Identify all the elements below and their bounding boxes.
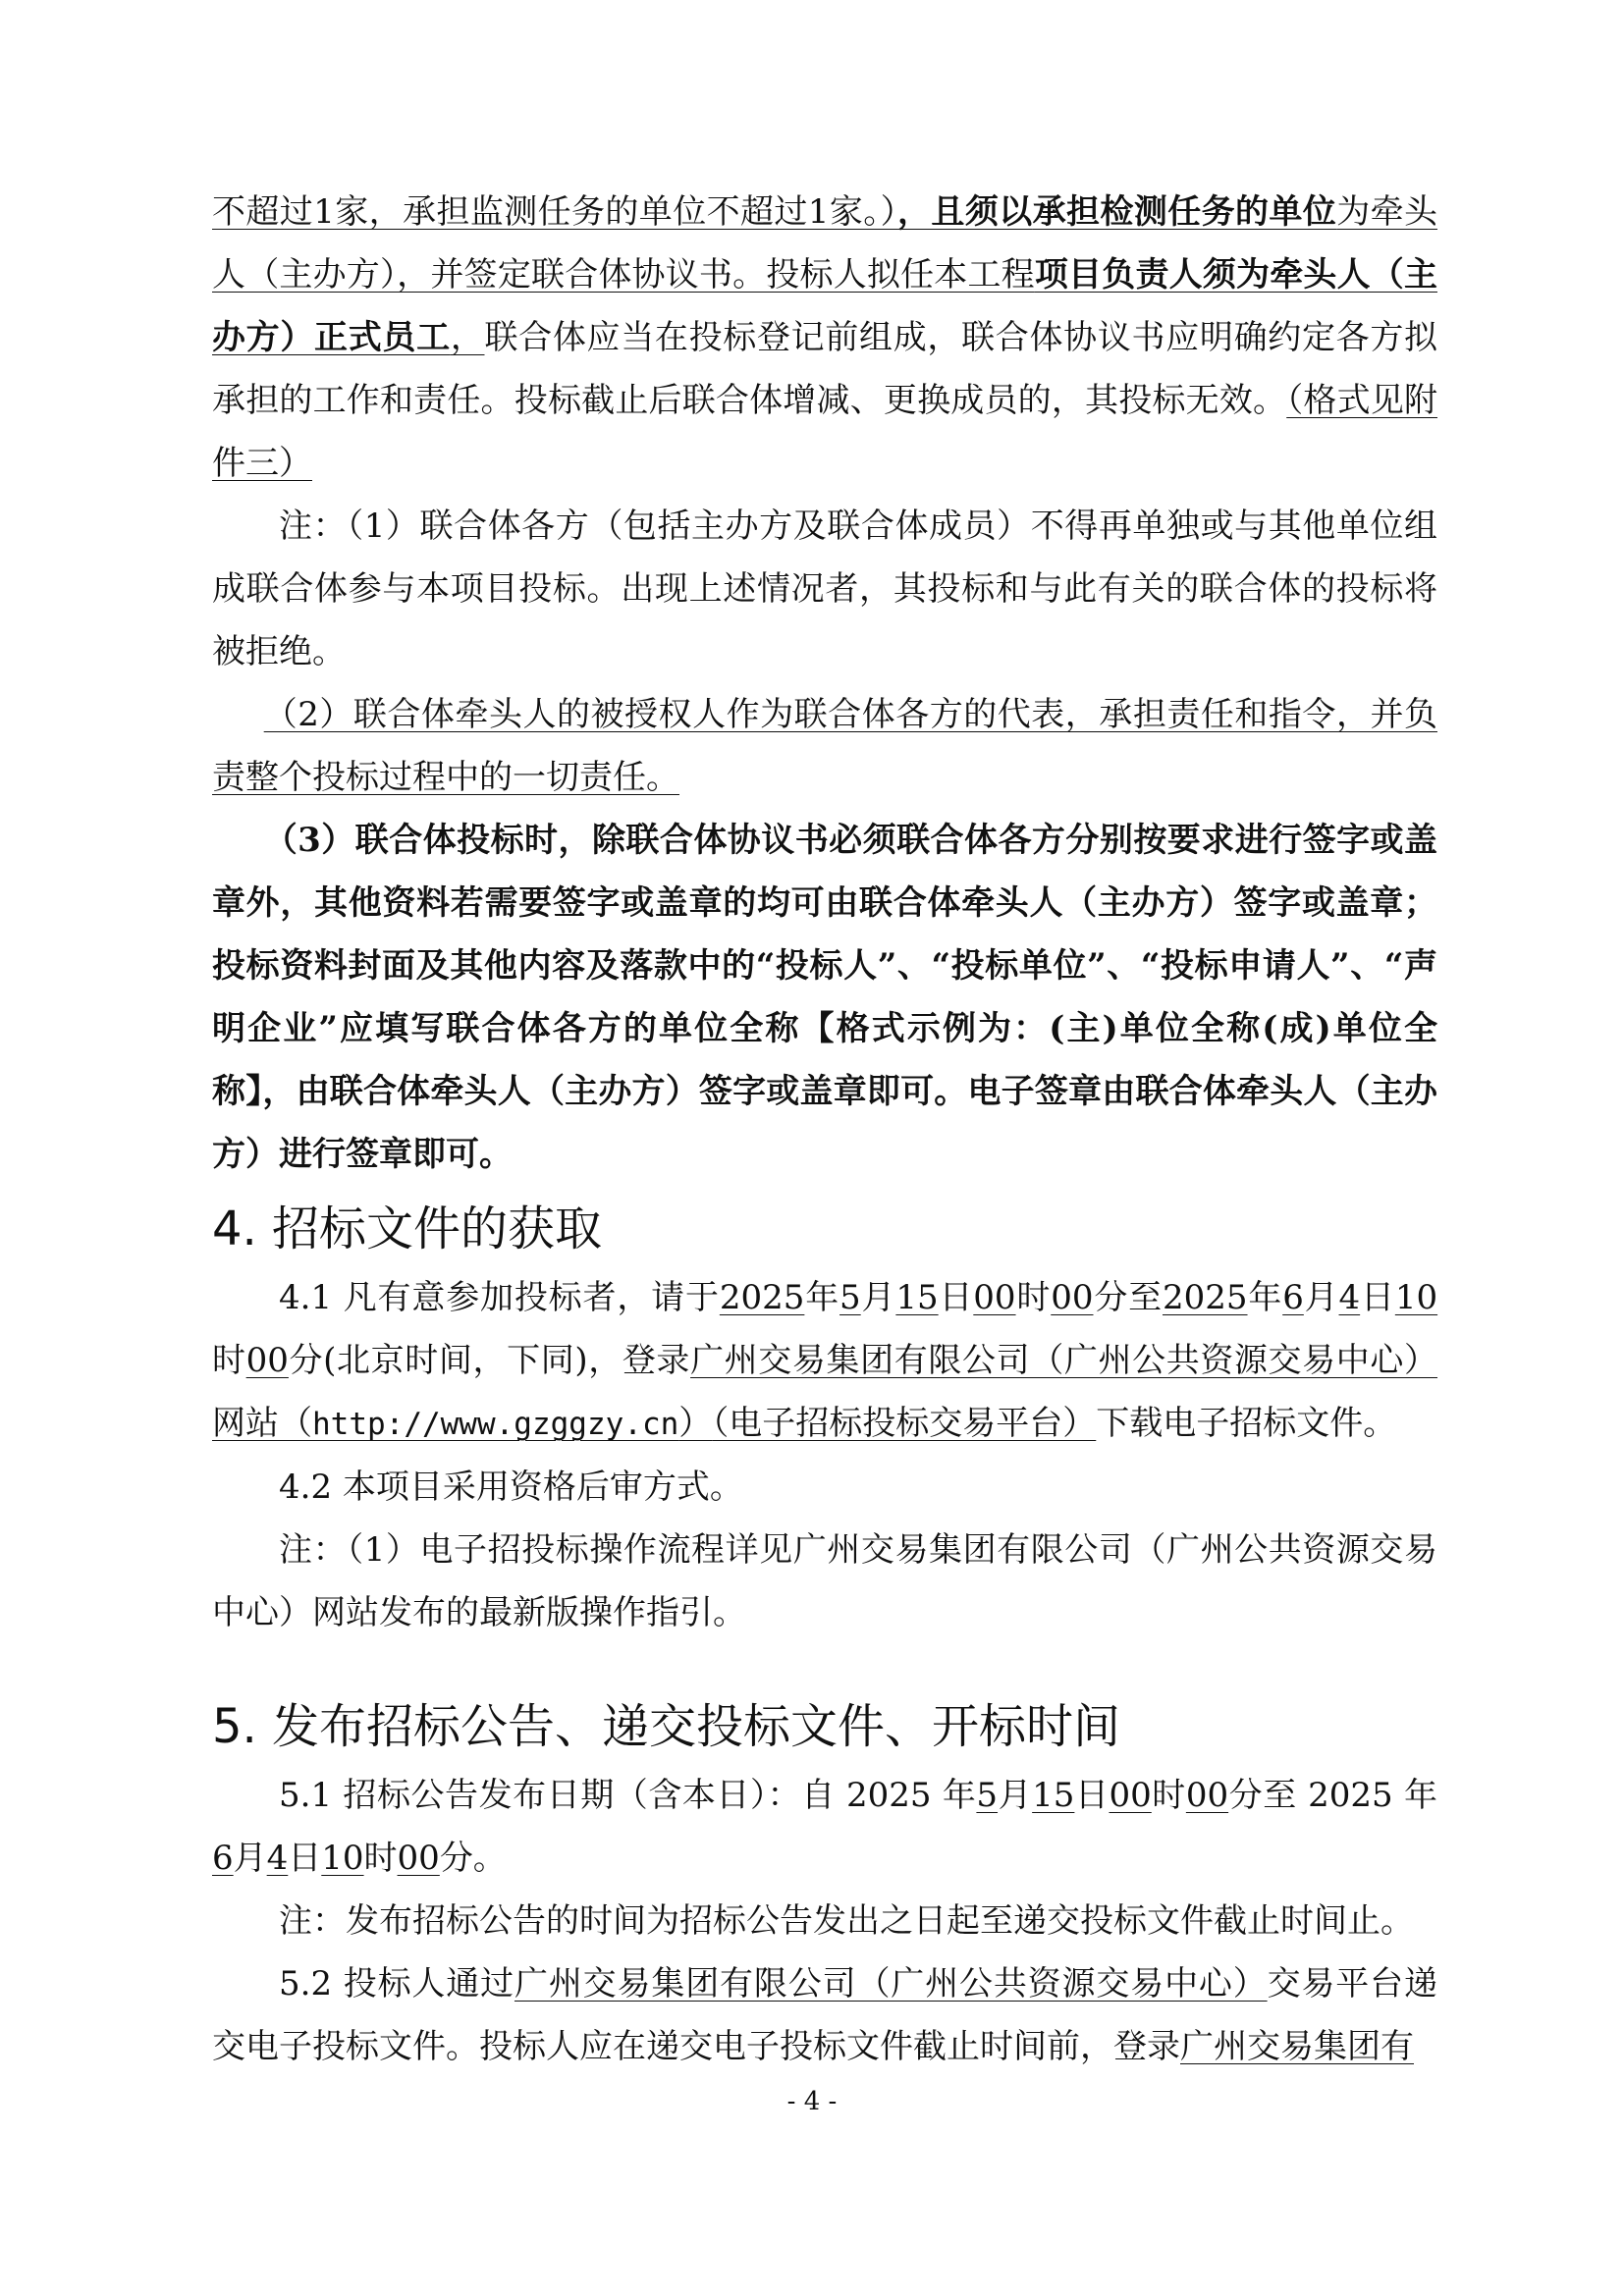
- time-hour: 10: [321, 1839, 364, 1878]
- date-month: 6: [1282, 1278, 1304, 1317]
- text-bold-underlined: 项目负责人须为牵头人（主办方）正式员工: [212, 255, 1437, 357]
- date-day: 15: [1032, 1776, 1075, 1815]
- date-year: 2025: [1163, 1278, 1248, 1317]
- note-2-text: （2）联合体牵头人的被授权人作为联合体各方的代表，承担责任和指令，并负责整个投标过程中的一切责任。: [212, 695, 1437, 797]
- date-month: 6: [212, 1839, 234, 1878]
- text: ）: [678, 1404, 713, 1443]
- text: 交易平台递交电子投标文件。投标人应在递交电子投标文件截止时间前，登录: [212, 1964, 1437, 2066]
- text: 日: [1360, 1278, 1395, 1317]
- text: 下载电子招标文件。: [1096, 1404, 1397, 1443]
- text: 时: [1015, 1278, 1052, 1317]
- org-name: 广州交易集团有: [1180, 2027, 1414, 2066]
- paragraph-5-1: [212, 1764, 1437, 1890]
- org-name-website: 广州交易集团有限公司（广州公共资源交易中心）网站（: [212, 1341, 1438, 1443]
- text: 时: [212, 1341, 246, 1380]
- text: 年: [804, 1278, 840, 1317]
- date-day: 15: [895, 1278, 939, 1317]
- text-underlined: ，: [450, 318, 485, 357]
- text: 分。: [439, 1839, 507, 1878]
- time-minute: 00: [245, 1341, 289, 1380]
- note-3: （3）联合体投标时，除联合体协议书必须联合体各方分别按要求进行签字或盖章外，其他资料若需要签字或盖章的均可由联合体牵头人（主办方）签字或盖章；投标资料封面及其他内容及落款中的“投标人”、“投标单位”、“投标申请人”、“声明企业”应填写联合体各方的单位全称【格式示例为：(主)单位全称(成)单位全称】，由联合体牵头人（主办方）签字或盖章即可。电子签章由联合体牵头人（主办方）进行签章即可。: [212, 821, 1437, 1174]
- time-minute: 00: [1185, 1776, 1229, 1815]
- page-content: [212, 181, 1437, 2078]
- time-hour: 10: [1394, 1278, 1438, 1317]
- text-format-reference: （格式见附件三）: [212, 381, 1438, 483]
- date-day: 4: [266, 1839, 289, 1878]
- text: 月: [998, 1776, 1033, 1815]
- paragraph-joint-bidding-requirements: [212, 181, 1437, 495]
- page-number: - 4 -: [786, 2087, 838, 2116]
- text: 月: [233, 1839, 267, 1878]
- org-name: 广州交易集团有限公司（广州公共资源交易中心）: [514, 1964, 1268, 2003]
- date-day: 4: [1338, 1278, 1361, 1317]
- date-year: 2025: [719, 1278, 805, 1317]
- note-2: [212, 683, 1437, 809]
- paragraph-5-2: [212, 1952, 1437, 2078]
- section-4-heading: 4. 招标文件的获取: [212, 1201, 603, 1256]
- text: 月: [1303, 1278, 1339, 1317]
- text: 时: [363, 1839, 398, 1878]
- text: 5.1 招标公告发布日期（含本日）：自 2025 年: [279, 1776, 977, 1815]
- date-month: 5: [839, 1278, 861, 1317]
- text-bold-underlined: 承担检测任务的单位: [1032, 192, 1337, 232]
- time-minute: 00: [397, 1839, 440, 1878]
- text: 日: [1074, 1776, 1110, 1815]
- text: 时: [1151, 1776, 1186, 1815]
- text: 年: [1247, 1278, 1283, 1317]
- text-underlined: 不超过1家，承担监测任务的单位不超过1家。）: [212, 192, 898, 232]
- section-4-note: 注：（1）电子招投标操作流程详见广州交易集团有限公司（广州公共资源交易中心）网站发布的最新版操作指引。: [212, 1530, 1437, 1632]
- section-5-heading: 5. 发布招标公告、递交投标文件、开标时间: [212, 1699, 1121, 1754]
- text: 日: [938, 1278, 974, 1317]
- text-bold-underlined: ，且须以: [897, 192, 1033, 232]
- text: 分至: [1093, 1278, 1163, 1317]
- date-month: 5: [976, 1776, 999, 1815]
- text: 分至 2025 年: [1228, 1776, 1437, 1815]
- time-hour: 00: [973, 1278, 1016, 1317]
- text: 分(北京时间，下同)，登录: [288, 1341, 691, 1380]
- text-underlined: 为牵头人（主办方），并签定联合体协议书。投标人拟任本工程: [212, 192, 1438, 294]
- note-1: 注：（1）联合体各方（包括主办方及联合体成员）不得再单独或与其他单位组成联合体参与本项目投标。出现上述情况者，其投标和与此有关的联合体的投标将被拒绝。: [212, 507, 1437, 671]
- platform-name: （电子招标投标交易平台）: [712, 1404, 1097, 1443]
- text: 4.1 凡有意参加投标者，请于: [279, 1278, 720, 1317]
- text-plain: 联合体应当在投标登记前组成，联合体协议书应明确约定各方拟承担的工作和责任。投标截止后联合体增减、更换成员的，其投标无效。: [212, 318, 1438, 420]
- section-5-note: 注：发布招标公告的时间为招标公告发出之日起至递交投标文件截止时间止。: [279, 1901, 1414, 1941]
- paragraph-4-1: [212, 1266, 1437, 1456]
- time-minute: 00: [1051, 1278, 1094, 1317]
- paragraph-4-2: 4.2 本项目采用资格后审方式。: [279, 1468, 743, 1507]
- time-hour: 00: [1109, 1776, 1152, 1815]
- text: 月: [860, 1278, 896, 1317]
- text: 日: [288, 1839, 322, 1878]
- website-url-link[interactable]: http://www.gzggzy.cn: [312, 1407, 679, 1442]
- text: 5.2 投标人通过: [279, 1964, 514, 2003]
